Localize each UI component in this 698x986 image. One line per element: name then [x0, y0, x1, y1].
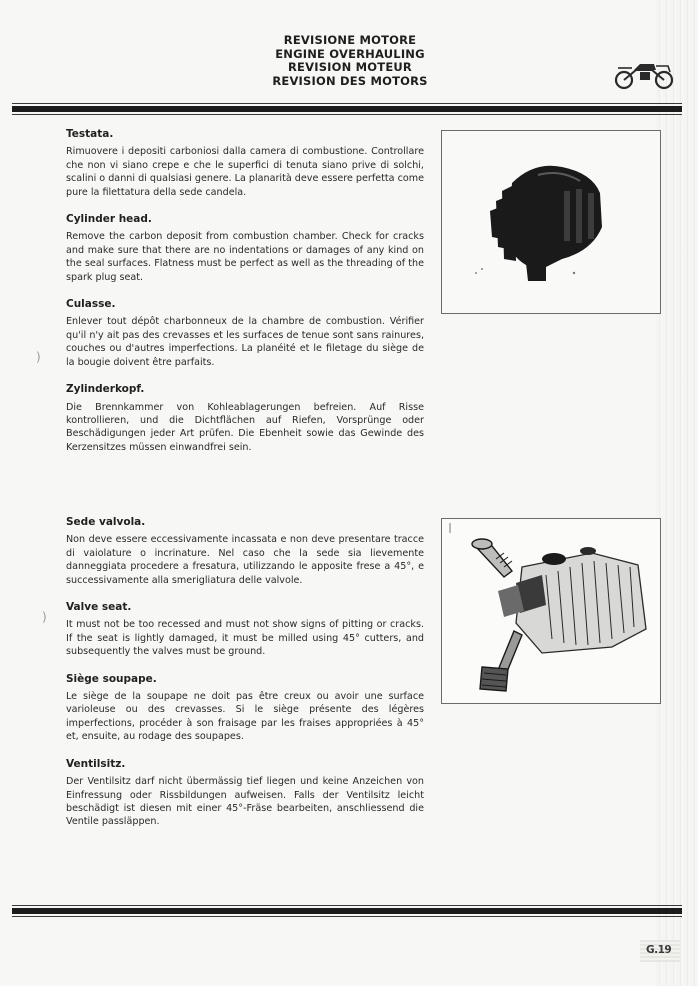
section-heading: Cylinder head. [66, 213, 152, 226]
title-english: ENGINE OVERHAULING [275, 46, 425, 61]
title-german: REVISION DES MOTORS [272, 73, 428, 88]
motorcycle-logo-icon [612, 58, 678, 92]
header-rule [12, 103, 682, 117]
section-heading: Valve seat. [66, 601, 132, 614]
section-heading: Zylinderkopf. [66, 383, 145, 396]
section-heading: Culasse. [66, 298, 116, 311]
section-de [66, 383, 424, 454]
section-fr [66, 298, 424, 369]
section-body: Non deve essere eccessivamente incassata e non deve presentare tracce di vaiolature o incrinature. Nel caso che la sede sia lievemente danneggiata procedere a fresatura, utilizzando le apposite frese a 45°, e successivamente alla smerigliatura delle valvole. [66, 534, 424, 586]
binding-mark: ) [36, 350, 41, 364]
title-italian: REVISIONE MOTORE [283, 33, 417, 47]
section-body: Enlever tout dépôt charbonneux de la chambre de combustion. Vérifier qu'il n'y ait pas des crevasses et les surfaces de tenue sont sans rainures, couches ou d'autres imperfections. La planéité et le filetage du siège de la bougie doivent être parfaits. [66, 316, 424, 368]
section-body: It must not be too recessed and must not show signs of pitting or cracks. If the seat is lightly damaged, it must be milled using 45° cutters, and subsequently the valves must be ground. [66, 619, 424, 658]
valve-seat-milling-illustration [441, 518, 661, 704]
section-body: Rimuovere i depositi carboniosi dalla camera di combustione. Controllare che non vi siano crepe e che le superfici di tenuta siano prive di solchi, scalini o danni di qualsiasi genere. La planarità deve essere perfetta come pure la filettatura della sede candela. [66, 146, 424, 198]
page-header [200, 34, 500, 88]
title-french: REVISION MOTEUR [288, 60, 412, 74]
valve-seat-text [66, 516, 424, 843]
section-body: Der Ventilsitz darf nicht übermässig tief liegen und keine Anzeichen von Einfressung oder Rissbildungen aufweisen. Falls der Ventilsitz leicht beschädigt ist diesen mit einer 45°-Fräse bearbeiten, anschliessend die Ventile passläppen. [66, 776, 424, 828]
section-body: Le siège de la soupape ne doit pas être creux ou avoir une surface varioleuse ou des crevasses. Si le siège présente des légères imperfections, procéder à son fraisage par les fraises appropriées à 45° et, ensuite, au rodage des soupapes. [66, 691, 424, 743]
section-en [66, 601, 424, 659]
section-en [66, 213, 424, 284]
section-body: Remove the carbon deposit from combustion chamber. Check for cracks and make sure that there are no indentations or damages of any kind on the seal surfaces. Flatness must be perfect as well as the threading of the spark plug seat. [66, 231, 424, 283]
section-heading: Sede valvola. [66, 516, 146, 528]
cylinder-head-text [66, 128, 424, 468]
section-heading: Testata. [66, 128, 114, 140]
cylinder-head-photo [441, 130, 661, 314]
section-it [66, 516, 424, 587]
scan-edge [656, 0, 698, 986]
section-de [66, 758, 424, 829]
section-it [66, 128, 424, 199]
section-heading: Ventilsitz. [66, 757, 126, 770]
page-number: G.19 [646, 944, 672, 956]
footer-rule [12, 905, 682, 919]
section-fr [66, 673, 424, 744]
section-body: Die Brennkammer von Kohleablagerungen befreien. Auf Risse kontrollieren, und die Dichtflächen auf Riefen, Vorsprünge oder Beschädigungen jeder Art prüfen. Die Ebenheit sowie das Gewinde des Kerzensitzes müssen einwandfrei sein. [66, 401, 424, 453]
binding-mark: ) [42, 610, 47, 624]
section-heading: Siège soupape. [66, 672, 157, 685]
